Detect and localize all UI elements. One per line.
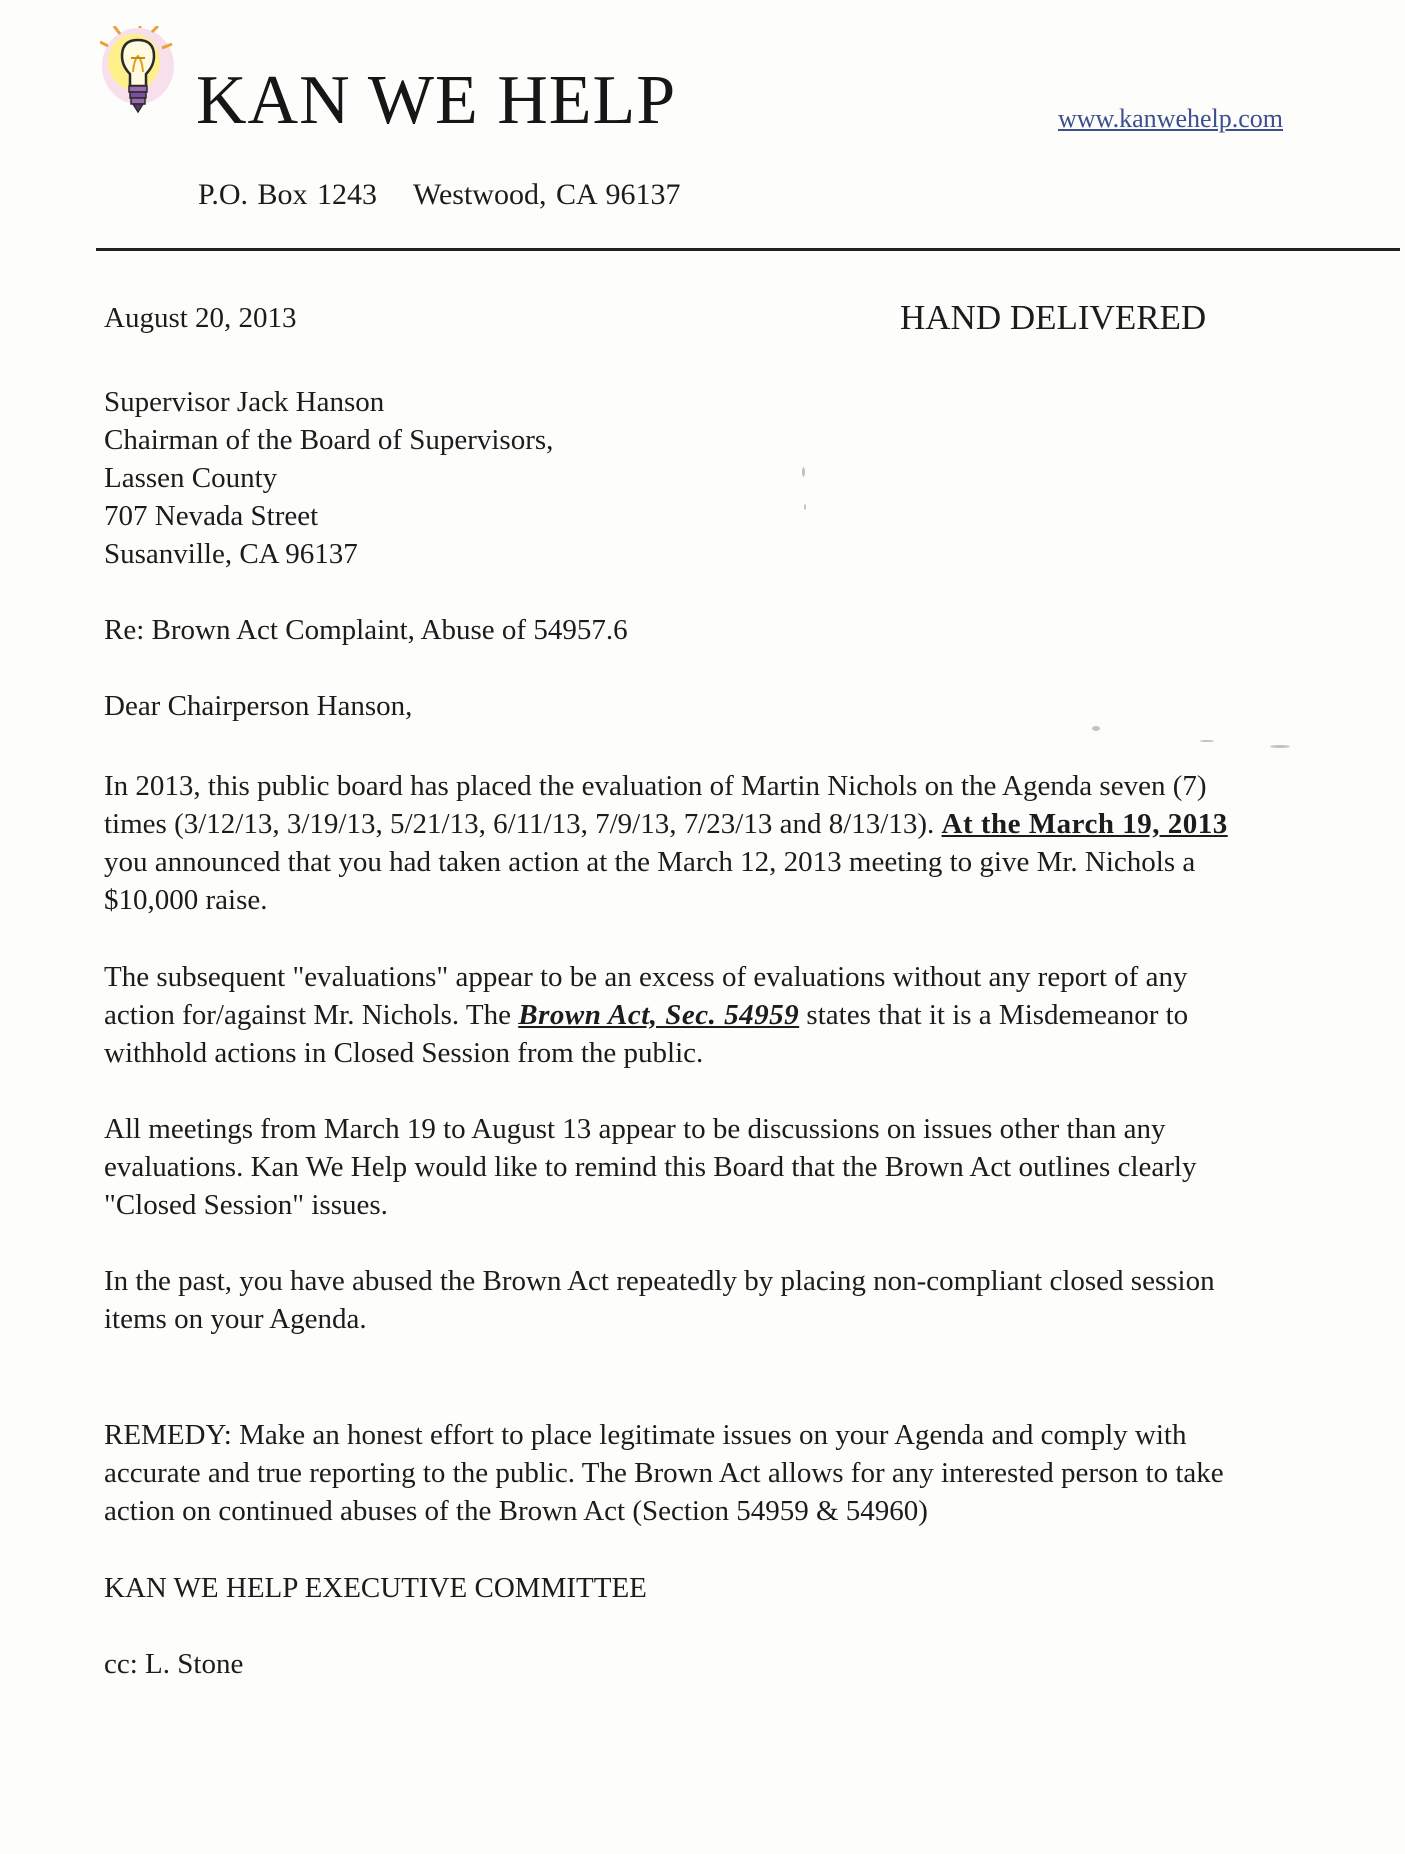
body-paragraph-3 bbox=[104, 1110, 1394, 1224]
scan-speck bbox=[1270, 745, 1290, 748]
recipient-line: Supervisor Jack Hanson bbox=[104, 386, 385, 418]
subject-line: Re: Brown Act Complaint, Abuse of 54957.6 bbox=[104, 614, 628, 646]
paragraph-line: All meetings from March 19 to August 13 appear to be discussions on issues other than any bbox=[104, 1113, 1166, 1145]
cc-line: cc: L. Stone bbox=[104, 1648, 244, 1680]
body-paragraph-remedy bbox=[104, 1416, 1394, 1530]
recipient-line: Susanville, CA 96137 bbox=[104, 538, 358, 570]
scan-speck bbox=[1092, 726, 1100, 731]
lightbulb-icon bbox=[100, 26, 176, 126]
paragraph-line: "Closed Session" issues. bbox=[104, 1189, 388, 1221]
line-text: states that it is a Misdemeanor to bbox=[799, 999, 1189, 1031]
city-state-zip: Westwood, CA 96137 bbox=[413, 178, 681, 211]
scan-speck bbox=[1200, 740, 1214, 742]
signature-block: KAN WE HELP EXECUTIVE COMMITTEE bbox=[104, 1572, 647, 1604]
recipient-line: Lassen County bbox=[104, 462, 278, 494]
body-paragraph-1 bbox=[104, 767, 1394, 919]
paragraph-line: In the past, you have abused the Brown Act repeatedly by placing non-compliant closed session bbox=[104, 1265, 1215, 1297]
salutation: Dear Chairperson Hanson, bbox=[104, 690, 413, 722]
recipient-line: Chairman of the Board of Supervisors, bbox=[104, 424, 554, 456]
body-paragraph-2 bbox=[104, 958, 1394, 1072]
recipient-line: 707 Nevada Street bbox=[104, 500, 319, 532]
paragraph-line: action on continued abuses of the Brown Act (Section 54959 & 54960) bbox=[104, 1495, 928, 1527]
line-text: times (3/12/13, 3/19/13, 5/21/13, 6/11/13, 7/9/13, 7/23/13 and 8/13/13). bbox=[104, 808, 942, 840]
paragraph-line: The subsequent "evaluations" appear to be an excess of evaluations without any report of any bbox=[104, 961, 1188, 993]
letterhead-address bbox=[198, 178, 680, 212]
scan-speck bbox=[802, 467, 805, 477]
paragraph-line: you announced that you had taken action at the March 12, 2013 meeting to give Mr. Nichols a bbox=[104, 846, 1196, 878]
paragraph-line: REMEDY: Make an honest effort to place legitimate issues on your Agenda and comply with bbox=[104, 1419, 1187, 1451]
recipient-address-block bbox=[104, 383, 553, 573]
paragraph-line bbox=[104, 805, 1394, 843]
po-box: P.O. Box 1243 bbox=[198, 178, 378, 211]
emphasized-date: At the March 19, 2013 bbox=[941, 808, 1228, 840]
paragraph-line: withhold actions in Closed Session from the public. bbox=[104, 1037, 704, 1069]
paragraph-line: accurate and true reporting to the public. The Brown Act allows for any interested person to take bbox=[104, 1457, 1224, 1489]
emphasized-statute: Brown Act, Sec. 54959 bbox=[518, 999, 800, 1031]
paragraph-line: In 2013, this public board has placed the evaluation of Martin Nichols on the Agenda seven (7) bbox=[104, 770, 1207, 802]
letterhead-divider bbox=[96, 248, 1400, 251]
line-text: action for/against Mr. Nichols. The bbox=[104, 999, 519, 1031]
website-link[interactable]: www.kanwehelp.com bbox=[1058, 104, 1284, 133]
paragraph-line: items on your Agenda. bbox=[104, 1303, 367, 1335]
body-paragraph-4 bbox=[104, 1262, 1394, 1338]
scan-speck bbox=[804, 504, 806, 510]
paragraph-line: evaluations. Kan We Help would like to remind this Board that the Brown Act outlines clearly bbox=[104, 1151, 1197, 1183]
letter-date: August 20, 2013 bbox=[104, 302, 297, 334]
organization-name: KAN WE HELP bbox=[196, 62, 677, 139]
paragraph-line bbox=[104, 996, 1394, 1034]
delivery-method: HAND DELIVERED bbox=[900, 298, 1207, 337]
paragraph-line: $10,000 raise. bbox=[104, 884, 268, 916]
